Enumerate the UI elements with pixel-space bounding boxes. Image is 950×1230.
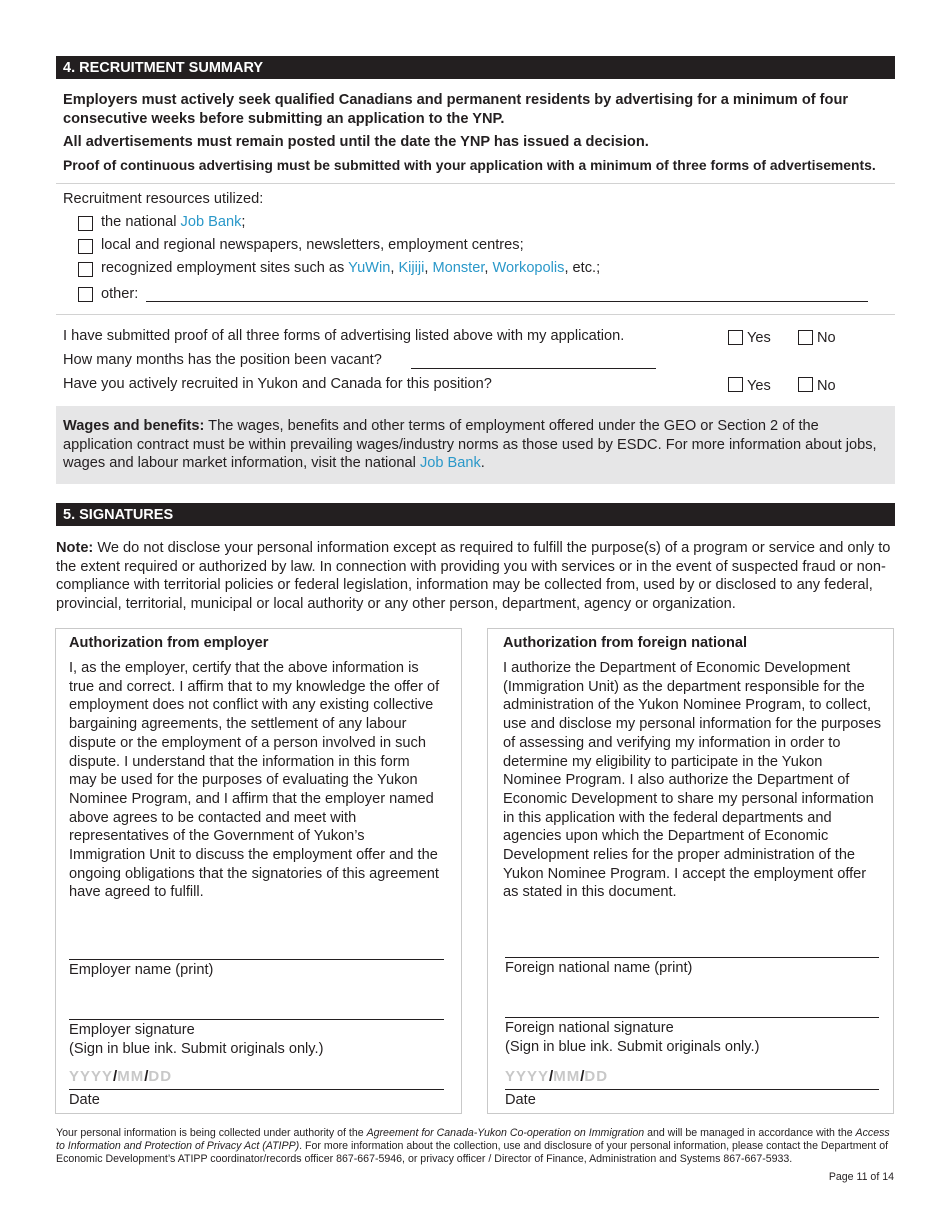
foreign-name-line[interactable] [505,957,879,958]
privacy-footer [56,1127,896,1166]
date-slash: / [549,1068,554,1085]
employer-signature-note: (Sign in blue ink. Submit originals only.) [69,1041,324,1057]
option-newspapers: local and regional newspapers, newsletters, employment centres; [101,237,524,253]
employer-panel-title: Authorization from employer [69,635,269,651]
yuwin-link[interactable]: YuWin [348,260,391,276]
option-text: the national [101,214,181,230]
checkbox-proof-no[interactable] [798,330,813,345]
question-recruited: Have you actively recruited in Yukon and Canada for this position? [63,376,492,392]
date-yyyy: YYYY [505,1068,550,1085]
date-dd: DD [148,1068,173,1085]
checkbox-other[interactable] [78,287,93,302]
monster-link[interactable]: Monster [432,260,485,276]
checkbox-newspapers[interactable] [78,239,93,254]
intro-line-2: All advertisements must remain posted until the date the YNP has issued a decision. [63,134,649,150]
date-mm: MM [117,1068,145,1085]
foreign-signature-line[interactable] [505,1017,879,1018]
date-slash: / [113,1068,118,1085]
foreign-date-input[interactable] [505,1068,608,1085]
wages-title: Wages and benefits: [63,418,205,434]
checkbox-recruited-yes[interactable] [728,377,743,392]
footer-agreement: Agreement for Canada-Yukon Co-operation on Immigration [366,1127,645,1139]
note-title: Note: [56,540,94,556]
resources-label: Recruitment resources utilized: [63,191,264,207]
wages-job-bank-link[interactable]: Job Bank [419,455,481,472]
recruited-no-label: No [817,378,836,394]
proof-yes-label: Yes [747,330,771,346]
option-text: ; [241,214,246,230]
page-number: Page 11 of 14 [828,1171,894,1183]
wages-end: . [480,455,485,472]
separator: , [424,260,433,276]
foreign-panel-title: Authorization from foreign national [503,635,748,651]
foreign-signature-note: (Sign in blue ink. Submit originals only.) [505,1039,760,1055]
foreign-panel-text: I authorize the Department of Economic Development (Immigration Unit) as the department responsible for the administration of the Yukon Nominee Program, to collect, use and disclose my personal information for the purposes of assessing and verifying my information in order to determine my eligibility to participate in the Yukon Nominee Program. I also authorize the Department of Economic Development to share my personal information in this application with the federal departments and agencies upon which the Department of Economic Development relies for the proper administration of the Yukon Nominee Program. I accept the employment offer as stated in this document. [503,660,882,901]
employer-name-line[interactable] [69,959,444,960]
proof-no-label: No [817,330,836,346]
footer-text: . For more information about the collection, use and disclosure of your personal information, please contact the Department of Economic Development’s ATIPP coordinator/records officer 867-667-5946, or privacy officer / Director of Finance, Administration and Systems 867-667-5933. [56,1140,889,1165]
checkbox-proof-yes[interactable] [728,330,743,345]
employer-date-label: Date [69,1092,100,1108]
date-slash: / [580,1068,585,1085]
foreign-name-label: Foreign national name (print) [505,960,693,976]
employer-date-line [69,1089,444,1090]
checkbox-job-bank[interactable] [78,216,93,231]
section-5-header: 5. SIGNATURES [56,503,895,526]
separator: , [484,260,493,276]
employer-date-input[interactable] [69,1068,172,1085]
job-bank-link[interactable]: Job Bank [180,214,242,230]
employer-signature-line[interactable] [69,1019,444,1020]
footer-text: Your personal information is being collected under authority of the [56,1127,367,1139]
section-4-header: 4. RECRUITMENT SUMMARY [56,56,895,79]
date-yyyy: YYYY [69,1068,114,1085]
recruited-yes-label: Yes [747,378,771,394]
note-body: We do not disclose your personal information except as required to fulfill the purpose(s) of a program or service and only to the extent required or authorized by law. In connection with providing you with services or in the event of suspected fraud or non-compliance with territorial policies or federal legislation, information may be collected from, used by or disclosed to any federal, provincial, territorial, municipal or local authority or any other person, department, agency or organization. [56,540,891,613]
employer-signature-label: Employer signature [69,1022,195,1038]
option-text: recognized employment sites such as [101,260,349,276]
divider [56,183,895,184]
divider [56,314,895,315]
foreign-date-line [505,1089,879,1090]
option-employment-sites [101,260,600,276]
employer-panel-text: I, as the employer, certify that the above information is true and correct. I affirm that to my knowledge the offer of employment does not conflict with any existing collective bargaining agreements, the settlement of any labour dispute or the employment of a person involved in such dispute. I understand that the information in this form may be used for the purposes of evaluating the Yukon Nominee Program, and I affirm that the employer named above agrees to be contacted and meet with representatives of the Government of Yukon’s Immigration Unit to discuss the employment offer and the ongoing obligations that the signatories of this agreement have agreed to fulfill. [69,660,440,901]
wages-text [63,417,888,473]
wages-body: The wages, benefits and other terms of employment offered under the GEO or Section 2 of the application contract must be within prevailing wages/industry norms as those used by ESDC. For more information about jobs, wages and labour market information, visit the national [63,418,877,472]
months-vacant-input-line[interactable] [411,368,656,369]
option-text: , etc.; [564,260,601,276]
question-proof: I have submitted proof of all three forms of advertising listed above with my application. [63,328,625,344]
note-paragraph [56,539,892,614]
intro-line-3: Proof of continuous advertising must be submitted with your application with a minimum of three forms of advertisements. [63,157,876,173]
question-months-vacant: How many months has the position been vacant? [63,352,382,368]
checkbox-employment-sites[interactable] [78,262,93,277]
date-slash: / [144,1068,149,1085]
option-job-bank [101,214,245,230]
date-dd: DD [584,1068,609,1085]
checkbox-recruited-no[interactable] [798,377,813,392]
workopolis-link[interactable]: Workopolis [492,260,565,276]
date-mm: MM [553,1068,581,1085]
option-other-label: other: [101,286,139,302]
intro-line-1: Employers must actively seek qualified Canadians and permanent residents by advertising for a minimum of four consecutive weeks before submitting an application to the YNP. [63,92,849,127]
other-input-line[interactable] [146,301,868,302]
foreign-date-label: Date [505,1092,536,1108]
footer-act: Access to Information and Protection of Privacy Act (ATIPP) [56,1127,890,1152]
kijiji-link[interactable]: Kijiji [398,260,425,276]
separator: , [390,260,399,276]
employer-name-label: Employer name (print) [69,962,214,978]
footer-text: and will be managed in accordance with the [644,1127,856,1139]
foreign-signature-label: Foreign national signature [505,1020,674,1036]
